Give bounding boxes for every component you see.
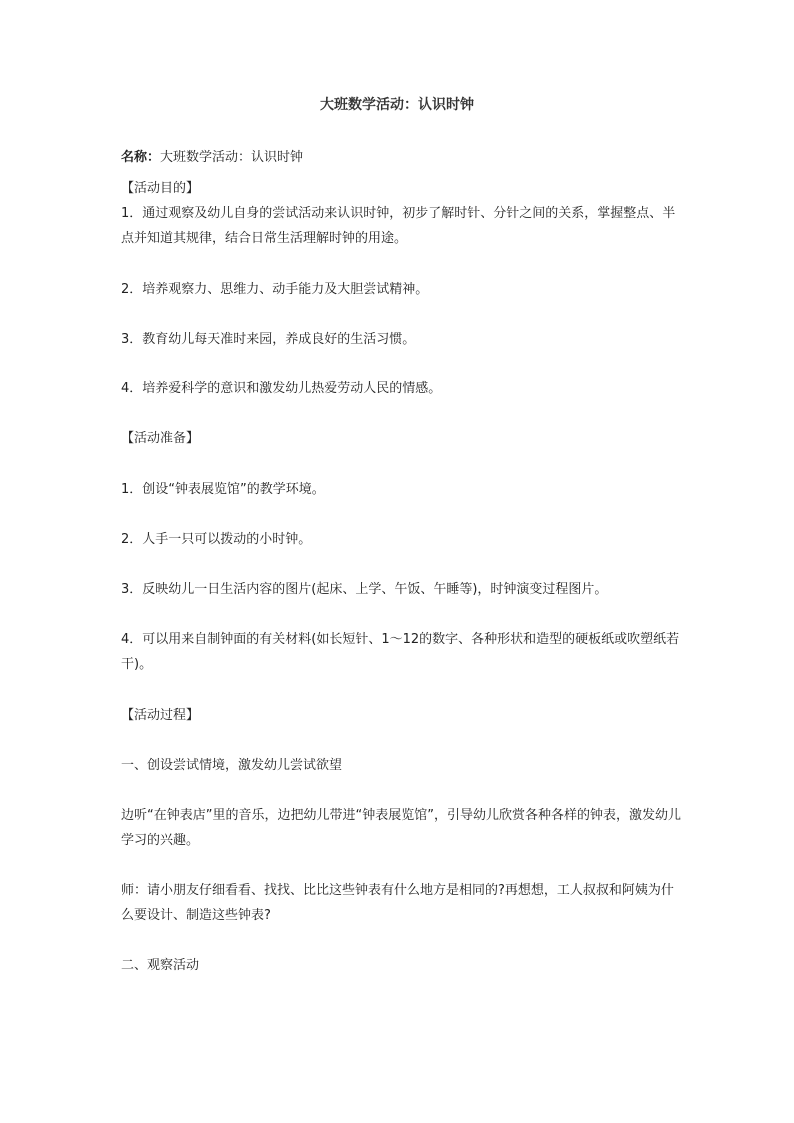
- goal-item-3: 3．教育幼儿每天准时来园，养成良好的生活习惯。: [121, 332, 416, 347]
- prep-item-1: 1．创设“钟表展览馆”的教学环境。: [121, 482, 325, 497]
- prep-item-3: 3．反映幼儿一日生活内容的图片(起床、上学、午饭、午睡等)，时钟演变过程图片。: [121, 582, 608, 597]
- step2-heading: 二、观察活动: [121, 958, 200, 973]
- prep-item-4: 4．可以用来自制钟面的有关材料(如长短针、1～12的数字、各种形状和造型的硬板纸或吹塑纸若干)。: [121, 632, 680, 672]
- document-title: 大班数学活动：认识时钟: [320, 97, 474, 113]
- goal-heading: 【活动目的】: [121, 181, 200, 196]
- step1-paragraph-2: 师：请小朋友仔细看看、找找、比比这些钟表有什么地方是相同的?再想想，工人叔叔和阿姨为什么要设计、制造这些钟表?: [121, 883, 674, 923]
- goal-item-2: 2．培养观察力、思维力、动手能力及大胆尝试精神。: [121, 282, 429, 297]
- prep-item-2: 2．人手一只可以拨动的小时钟。: [121, 532, 312, 547]
- name-value: 大班数学活动：认识时钟: [160, 150, 304, 165]
- process-heading: 【活动过程】: [121, 708, 200, 723]
- step1-heading: 一、创设尝试情境，激发幼儿尝试欲望: [121, 758, 343, 773]
- goal-item-4: 4．培养爱科学的意识和激发幼儿热爱劳动人民的情感。: [121, 381, 442, 396]
- prep-heading: 【活动准备】: [121, 431, 200, 446]
- name-line: [121, 145, 681, 170]
- name-label: 名称：: [121, 150, 161, 165]
- goal-item-1: 1．通过观察及幼儿自身的尝试活动来认识时钟，初步了解时针、分针之间的关系，掌握整点、半点并知道其规律，结合日常生活理解时钟的用途。: [121, 206, 676, 246]
- step1-paragraph-1: 边听“在钟表店”里的音乐，边把幼儿带进“钟表展览馆”，引导幼儿欣赏各种各样的钟表，激发幼儿学习的兴趣。: [121, 808, 681, 848]
